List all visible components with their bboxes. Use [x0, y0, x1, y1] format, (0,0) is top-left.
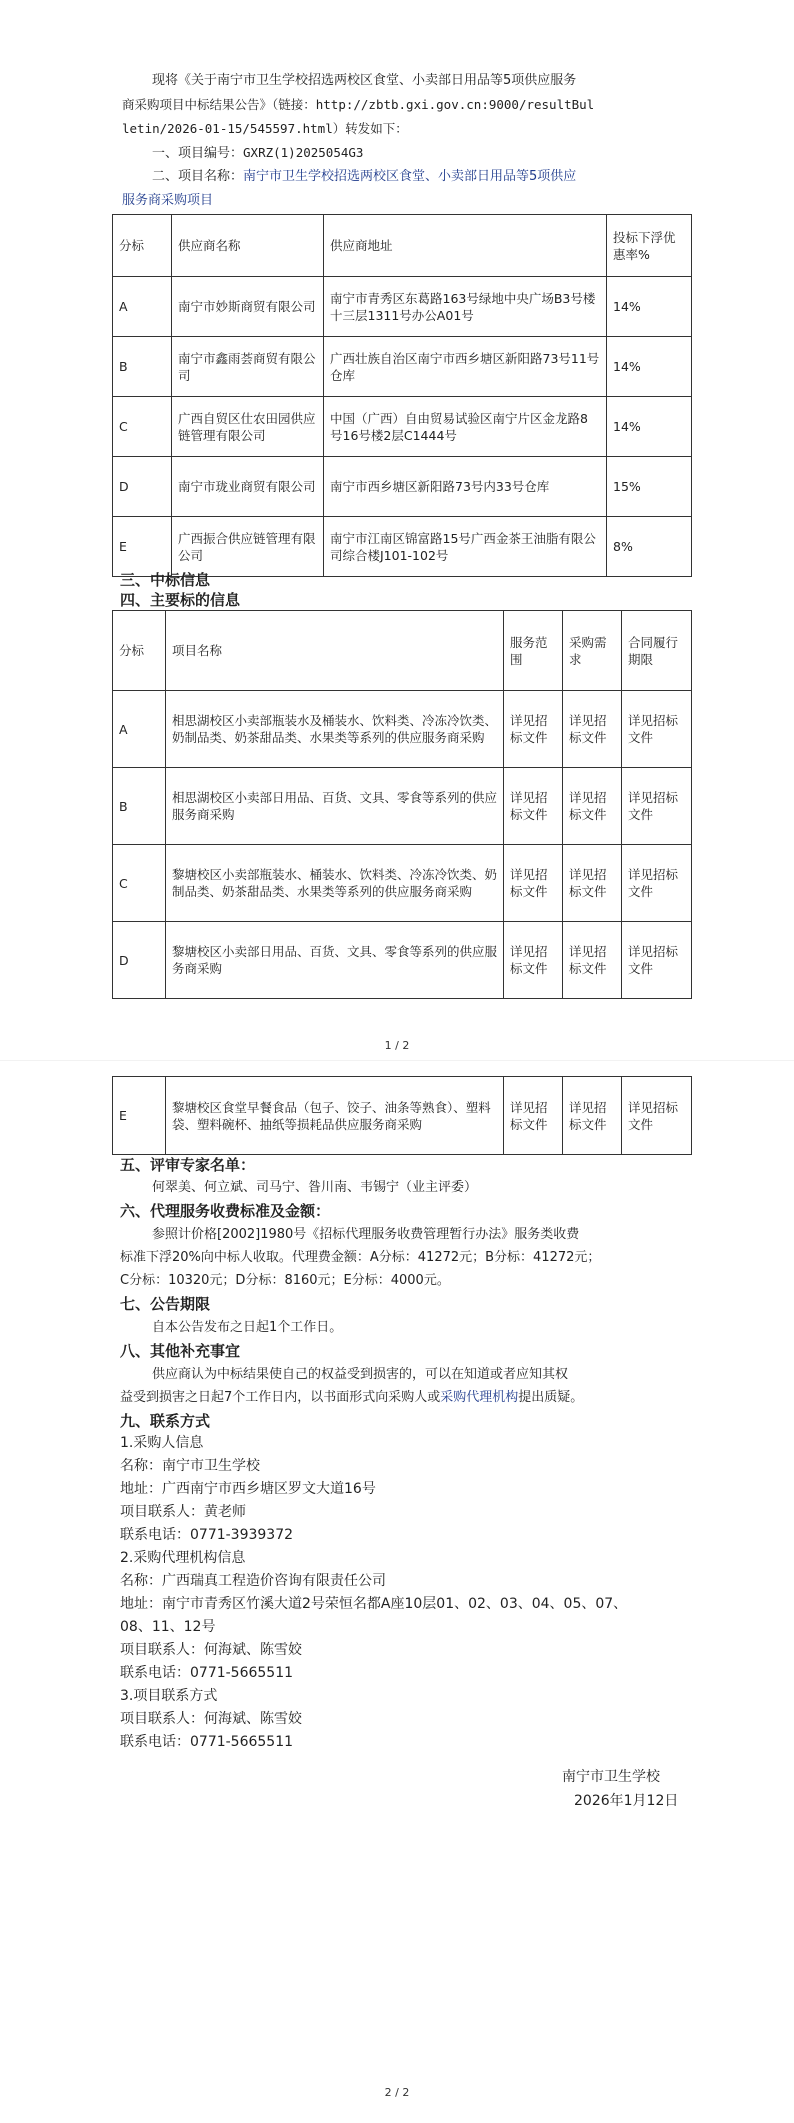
cell-rate: 14%	[607, 277, 692, 337]
section-main-items: 四、主要标的信息	[120, 591, 241, 609]
header-term: 合同履行期限	[622, 611, 692, 691]
agent-title: 2.采购代理机构信息	[120, 1550, 246, 1566]
section-agency-fee: 六、代理服务收费标准及金额：	[120, 1202, 331, 1220]
cell-lot: D	[113, 922, 166, 999]
header-demand: 采购需求	[563, 611, 622, 691]
header-lot: 分标	[113, 215, 172, 277]
other-line-2-text: 益受到损害之日起7个工作日内，以书面形式向采购人或	[120, 1390, 441, 1405]
cell-demand: 详见招标文件	[563, 922, 622, 999]
header-name: 供应商名称	[172, 215, 324, 277]
supplier-header-row	[113, 215, 692, 277]
cell-address: 南宁市青秀区东葛路163号绿地中央广场B3号楼十三层1311号办公A01号	[324, 277, 607, 337]
cell-rate: 14%	[607, 337, 692, 397]
buyer-contact: 项目联系人：黄老师	[120, 1504, 246, 1520]
buyer-address: 地址：广西南宁市西乡塘区罗文大道16号	[120, 1481, 376, 1497]
agency-link[interactable]: 采购代理机构	[440, 1390, 519, 1405]
intro-line-2: 商采购项目中标结果公告》（链接：http://zbtb.gxi.gov.cn:9000/resultBul	[122, 97, 595, 112]
cell-demand: 详见招标文件	[563, 768, 622, 845]
cell-scope: 详见招标文件	[504, 691, 563, 768]
cell-name: 南宁市鑫雨荟商贸有限公司	[172, 337, 324, 397]
cell-scope: 详见招标文件	[504, 1077, 563, 1155]
table-row	[113, 845, 692, 922]
buyer-title: 1.采购人信息	[120, 1435, 204, 1451]
cell-scope: 详见招标文件	[504, 768, 563, 845]
table-row	[113, 397, 692, 457]
cell-lot: B	[113, 337, 172, 397]
cell-demand: 详见招标文件	[563, 1077, 622, 1155]
cell-term: 详见招标文件	[622, 691, 692, 768]
item-table-continued	[112, 1076, 692, 1155]
cell-scope: 详见招标文件	[504, 922, 563, 999]
buyer-phone: 联系电话：0771-3939372	[120, 1527, 294, 1543]
cell-item-name: 黎塘校区小卖部日用品、百货、文具、零食等系列的供应服务商采购	[166, 922, 504, 999]
project-name-label: 二、项目名称：	[152, 169, 244, 184]
agent-phone: 联系电话：0771-5665511	[120, 1665, 294, 1681]
signature-org: 南宁市卫生学校	[562, 1769, 660, 1785]
header-item-name: 项目名称	[166, 611, 504, 691]
item-header-row	[113, 611, 692, 691]
page-number-2: 2 / 2	[384, 2086, 410, 2099]
cell-name: 南宁市妙斯商贸有限公司	[172, 277, 324, 337]
signature-date: 2026年1月12日	[574, 1793, 679, 1809]
project-contact: 项目联系人：何海斌、陈雪姣	[120, 1711, 302, 1727]
fee-line-2: 标准下浮20%向中标人收取。代理费金额：A分标：41272元；B分标：41272元；	[120, 1250, 601, 1265]
cell-lot: E	[113, 1077, 166, 1155]
page-number-1: 1 / 2	[384, 1039, 410, 1052]
project-name-cont: 服务商采购项目	[122, 193, 214, 208]
cell-term: 详见招标文件	[622, 1077, 692, 1155]
cell-demand: 详见招标文件	[563, 691, 622, 768]
table-row	[113, 517, 692, 577]
table-row	[113, 922, 692, 999]
project-phone: 联系电话：0771-5665511	[120, 1734, 294, 1750]
agent-address: 地址：南宁市青秀区竹溪大道2号荣恒名都A座10层01、02、03、04、05、07、	[120, 1596, 628, 1612]
header-lot: 分标	[113, 611, 166, 691]
cell-rate: 14%	[607, 397, 692, 457]
agent-contact: 项目联系人：何海斌、陈雪姣	[120, 1642, 302, 1658]
header-rate: 投标下浮优惠率%	[607, 215, 692, 277]
cell-item-name: 相思湖校区小卖部日用品、百货、文具、零食等系列的供应服务商采购	[166, 768, 504, 845]
experts-list: 何翠美、何立斌、司马宁、昝川南、韦锡宁（业主评委）	[152, 1180, 478, 1195]
cell-rate: 8%	[607, 517, 692, 577]
cell-term: 详见招标文件	[622, 845, 692, 922]
cell-demand: 详见招标文件	[563, 845, 622, 922]
table-row	[113, 768, 692, 845]
cell-scope: 详见招标文件	[504, 845, 563, 922]
other-line-1: 供应商认为中标结果使自己的权益受到损害的，可以在知道或者应知其权	[152, 1367, 569, 1382]
cell-name: 南宁市珑业商贸有限公司	[172, 457, 324, 517]
other-line-2	[120, 1388, 583, 1407]
fee-line-1: 参照计价格[2002]1980号《招标代理服务收费管理暂行办法》服务类收费	[152, 1227, 580, 1242]
buyer-name: 名称：南宁市卫生学校	[120, 1458, 260, 1474]
cell-address: 南宁市西乡塘区新阳路73号内33号仓库	[324, 457, 607, 517]
cell-lot: D	[113, 457, 172, 517]
cell-item-name: 黎塘校区小卖部瓶装水、桶装水、饮料类、冷冻冷饮类、奶制品类、奶茶甜品类、水果类等系列的供应服务商采购	[166, 845, 504, 922]
table-row	[113, 337, 692, 397]
cell-lot: A	[113, 277, 172, 337]
fee-line-3: C分标：10320元；D分标：8160元；E分标：4000元。	[120, 1273, 450, 1288]
cell-name: 广西自贸区仕农田园供应链管理有限公司	[172, 397, 324, 457]
cell-lot: E	[113, 517, 172, 577]
agent-address-cont: 08、11、12号	[120, 1619, 216, 1635]
cell-lot: C	[113, 845, 166, 922]
header-address: 供应商地址	[324, 215, 607, 277]
section-winning-info: 三、中标信息	[120, 571, 211, 589]
cell-item-name: 相思湖校区小卖部瓶装水及桶装水、饮料类、冷冻冷饮类、奶制品类、奶茶甜品类、水果类等系列的供应服务商采购	[166, 691, 504, 768]
project-number-value: GXRZ(1)2025054G3	[243, 145, 364, 160]
cell-term: 详见招标文件	[622, 922, 692, 999]
cell-term: 详见招标文件	[622, 768, 692, 845]
project-number-label: 一、项目编号：	[152, 146, 244, 161]
project-name	[152, 167, 576, 186]
section-experts: 五、评审专家名单：	[120, 1156, 256, 1174]
cell-rate: 15%	[607, 457, 692, 517]
intro-line-3: letin/2026-01-15/545597.html）转发如下：	[122, 121, 408, 136]
table-row	[113, 1077, 692, 1155]
section-notice-period: 七、公告期限	[120, 1295, 211, 1313]
table-row	[113, 691, 692, 768]
other-line-2-end: 提出质疑。	[518, 1390, 584, 1405]
notice-period-text: 自本公告发布之日起1个工作日。	[152, 1320, 343, 1335]
table-row	[113, 277, 692, 337]
intro-line-1: 现将《关于南宁市卫生学校招选两校区食堂、小卖部日用品等5项供应服务	[152, 73, 577, 88]
section-contacts: 九、联系方式	[120, 1412, 211, 1430]
cell-address: 南宁市江南区锦富路15号广西金茶王油脂有限公司综合楼J101-102号	[324, 517, 607, 577]
cell-item-name: 黎塘校区食堂早餐食品（包子、饺子、油条等熟食）、塑料袋、塑料碗杯、抽纸等损耗品供应服务商采购	[166, 1077, 504, 1155]
cell-name: 广西振合供应链管理有限公司	[172, 517, 324, 577]
header-scope: 服务范围	[504, 611, 563, 691]
project-contact-title: 3.项目联系方式	[120, 1688, 218, 1704]
cell-lot: A	[113, 691, 166, 768]
table-row	[113, 457, 692, 517]
cell-address: 中国（广西）自由贸易试验区南宁片区金龙路8号16号楼2层C1444号	[324, 397, 607, 457]
project-number	[152, 143, 363, 163]
page-divider	[0, 1060, 794, 1061]
supplier-table	[112, 214, 692, 577]
agent-name: 名称：广西瑞真工程造价咨询有限责任公司	[120, 1573, 386, 1589]
section-other-matters: 八、其他补充事宜	[120, 1342, 241, 1360]
cell-address: 广西壮族自治区南宁市西乡塘区新阳路73号11号仓库	[324, 337, 607, 397]
item-table	[112, 610, 692, 999]
cell-lot: C	[113, 397, 172, 457]
cell-lot: B	[113, 768, 166, 845]
project-name-value: 南宁市卫生学校招选两校区食堂、小卖部日用品等5项供应	[243, 169, 577, 184]
